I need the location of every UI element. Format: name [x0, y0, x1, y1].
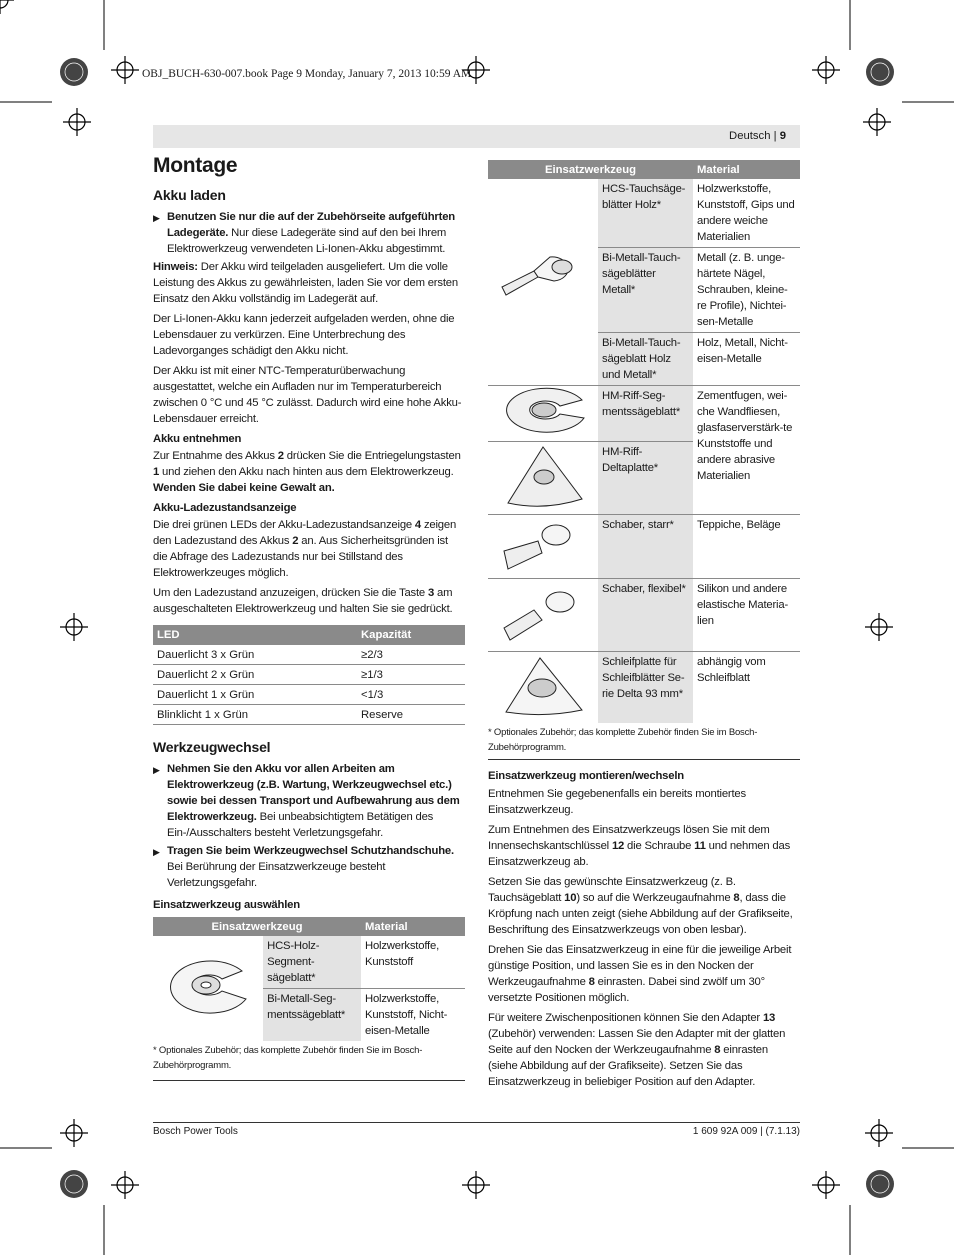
table-row: Dauerlicht 1 x Grün <1/3 — [153, 685, 465, 705]
heading-akku-entnehmen: Akku entnehmen — [153, 433, 242, 445]
header-language: Deutsch — [729, 130, 771, 142]
tool-table-large — [488, 160, 800, 723]
table-row: Dauerlicht 2 x Grün ≥1/3 — [153, 665, 465, 685]
tool-material: Zementfugen, wei-che Wandfliesen, glasfaserverstärk-te Kunststoffe und andere abrasive Materialien — [693, 386, 800, 515]
table-row — [488, 515, 800, 579]
tool-name: Bi-Metall-Tauch-sägeblatt Holz und Metall* — [598, 333, 693, 386]
footer-rule — [153, 1122, 800, 1123]
scraper-rigid-image — [488, 515, 598, 579]
paragraph: Der Akku ist mit einer NTC-Temperaturüberwachung ausgestattet, welche ein Aufladen nur im Temperaturbereich zwischen 0 °C und 45 °C zulässt. Dadurch wird eine hohe Akku-Lebensdauer erreicht. — [153, 365, 462, 425]
heading-werkzeugwechsel: Werkzeugwechsel — [153, 739, 271, 755]
left-column — [153, 187, 465, 1073]
tool-name: HM-Riff-Seg-mentssägeblatt* — [598, 386, 693, 442]
hinweis-label: Hinweis: — [153, 261, 198, 273]
table-row — [488, 652, 800, 724]
table-row: Blinklicht 1 x Grün Reserve — [153, 705, 465, 725]
tool-name: Bi-Metall-Tauch-sägeblätter Metall* — [598, 248, 693, 333]
paragraph: Drehen Sie das Einsatzwerkzeug in eine für die jeweilige Arbeit günstige Position, und lassen Sie es in den Nocken der Werkzeugaufnahme 8 einrasten. Dabei sind zwölf um 30° versetzte Positionen möglich. — [488, 944, 792, 1004]
bullet-akku-entnehmen: ▶ Nehmen Sie den Akku vor allen Arbeiten am Elektrowerkzeug (z.B. Wartung, Werkzeugwechsel etc.) sowie bei dessen Transport und Aufbewahrung aus dem Elektrowerkzeug. Bei unbeabsichtigtem Betätigen des Ein-/Ausschalters besteht Verletzungsgefahr. — [153, 763, 460, 839]
tool-material: abhängig vom Schleifblatt — [693, 652, 800, 724]
col-header: Einsatzwerkzeug — [488, 160, 693, 179]
table-row — [488, 179, 800, 248]
tool-material: Holzwerkstoffe, Kunststoff — [365, 940, 440, 968]
tool-name: Schleifplatte für Schleifblätter Se-rie Delta 93 mm* — [598, 652, 693, 724]
tool-name: HCS-Tauchsäge-blätter Holz* — [598, 179, 693, 248]
running-header-band — [153, 125, 800, 148]
bullet-bold: Benutzen Sie nur die auf der Zubehörseite aufgeführten Ladegeräte. — [167, 211, 455, 239]
led-table — [153, 625, 465, 725]
col-header: Material — [361, 917, 465, 936]
table-row — [153, 936, 465, 989]
running-header: Deutsch | 9 — [729, 130, 786, 142]
paragraph: Für weitere Zwischenpositionen können Sie den Adapter 13 (Zubehör) verwenden: Lassen Sie den Adapter mit der glatten Seite auf den Nocken der Werkzeugaufnahme 8 einrasten (siehe Abbildung auf der Grafikseite). Setzen Sie das Einsatzwerkzeug in beliebiger Position auf den Adapter. — [488, 1012, 786, 1088]
sanding-plate-image — [488, 652, 598, 724]
paragraph: Setzen Sie das gewünschte Einsatzwerkzeug (z. B. Tauchsägeblatt 10) so auf die Werkzeugaufnahme 8, dass die Kröpfung nach unten zeigt (siehe Abbildung auf der Grafikseite, Beschriftung des Einsatzwerkzeugs von oben lesbar). — [488, 876, 793, 936]
tool-material: Holz, Metall, Nicht-eisen-Metalle — [693, 333, 800, 386]
tool-table-small — [153, 917, 465, 1041]
tool-material: Holzwerkstoffe, Kunststoff, Nicht-eisen-Metalle — [361, 989, 465, 1042]
paragraph: Entnehmen Sie gegebenenfalls ein bereits montiertes Einsatzwerkzeug. — [488, 788, 746, 816]
plunge-blade-image — [488, 179, 598, 386]
divider — [488, 759, 800, 760]
col-header: Kapazität — [357, 625, 465, 645]
col-header: LED — [153, 625, 357, 645]
bullet-ladegeraete: ▶ Benutzen Sie nur die auf der Zubehörseite aufgeführten Ladegeräte. Nur diese Ladegeräte sind auf den bei Ihrem Elektrowerkzeug verwendeten Li-Ionen-Akku abgestimmt. — [153, 211, 455, 255]
right-column — [488, 160, 800, 1094]
paragraph: Der Li-Ionen-Akku kann jederzeit aufgeladen werden, ohne die Lebensdauer zu verkürzen. Eine Unterbrechung des Ladevorganges schädigt den Akku nicht. — [153, 313, 455, 357]
paragraph: Zum Entnehmen des Einsatzwerkzeugs lösen Sie mit dem Innensechskantschlüssel 12 die Schraube 11 und nehmen das Einsatzwerkzeug ab. — [488, 824, 791, 868]
tool-material: Teppiche, Beläge — [693, 515, 800, 579]
heading-montieren: Einsatzwerkzeug montieren/wechseln — [488, 770, 684, 782]
footer-right: 1 609 92A 009 | (7.1.13) — [692, 1126, 800, 1137]
tool-material: Silikon und andere elastische Materia-lien — [693, 579, 800, 652]
print-header: OBJ_BUCH-630-007.book Page 9 Monday, January 7, 2013 10:59 AM — [142, 68, 472, 80]
paragraph: Um den Ladezustand anzuzeigen, drücken Sie die Taste 3 am ausgeschalteten Elektrowerkzeug und halten Sie sie gedrückt. — [153, 587, 453, 615]
tool-name: HM-Riff-Deltaplatte* — [598, 442, 693, 515]
page-title: Montage — [153, 154, 238, 177]
table-row — [488, 386, 800, 442]
hm-segment-blade-image — [488, 386, 598, 442]
tool-name: Schaber, starr* — [598, 515, 693, 579]
footnote: * Optionales Zubehör; das komplette Zubehör finden Sie im Bosch-Zubehörprogramm. — [153, 1045, 423, 1071]
heading-ladezustand: Akku-Ladezustandsanzeige — [153, 502, 297, 514]
bullet-text: Nur diese Ladegeräte sind auf den bei Ihrem Elektrowerkzeug verwendeten Li-Ionen-Akku abgestimmt. — [167, 227, 447, 255]
scraper-flexible-image — [488, 579, 598, 652]
heading-akku-laden: Akku laden — [153, 187, 226, 203]
footer-left: Bosch Power Tools — [153, 1126, 238, 1137]
footnote: * Optionales Zubehör; das komplette Zubehör finden Sie im Bosch-Zubehörprogramm. — [488, 727, 758, 753]
divider — [153, 1080, 465, 1081]
tool-name: HCS-Holz-Segment-sägeblatt* — [263, 936, 361, 989]
tool-name: Schaber, flexibel* — [598, 579, 693, 652]
delta-plate-image — [488, 442, 598, 515]
heading-auswahl: Einsatzwerkzeug auswählen — [153, 899, 300, 911]
table-row — [488, 579, 800, 652]
col-header: Einsatzwerkzeug — [153, 917, 361, 936]
paragraph: Die drei grünen LEDs der Akku-Ladezustandsanzeige 4 zeigen den Ladezustand des Akkus 2 an. Aus Sicherheitsgründen ist die Abfrage des Ladezustands nur bei Stillstand des Elektrowerkzeuges möglich. — [153, 519, 457, 579]
hinweis-text: Der Akku wird teilgeladen ausgeliefert. Um die volle Leistung des Akkus zu gewährleisten, laden Sie vor dem ersten Einsatz den Akku vollständig im Ladegerät auf. — [153, 261, 458, 305]
tool-material: Holzwerkstoffe, Kunststoff, Gips und andere weiche Materialien — [697, 183, 795, 243]
bullet-handschuhe: ▶ Tragen Sie beim Werkzeugwechsel Schutzhandschuhe. Bei Berührung der Einsatzwerkzeuge besteht Verletzungsgefahr. — [153, 845, 454, 889]
col-header: Material — [693, 160, 800, 179]
paragraph: Zur Entnahme des Akkus 2 drücken Sie die Entriegelungstasten 1 und ziehen den Akku nach hinten aus dem Elektrowerkzeug. Wenden Sie dabei keine Gewalt an. — [153, 450, 461, 494]
segment-blade-image — [153, 936, 263, 1041]
header-page: 9 — [779, 130, 786, 142]
table-row: Dauerlicht 3 x Grün ≥2/3 — [153, 645, 465, 665]
tool-material: Metall (z. B. unge-härtete Nägel, Schrauben, kleine-re Profile), Nichtei-sen-Metalle — [693, 248, 800, 333]
tool-name: Bi-Metall-Seg-mentssägeblatt* — [263, 989, 361, 1042]
